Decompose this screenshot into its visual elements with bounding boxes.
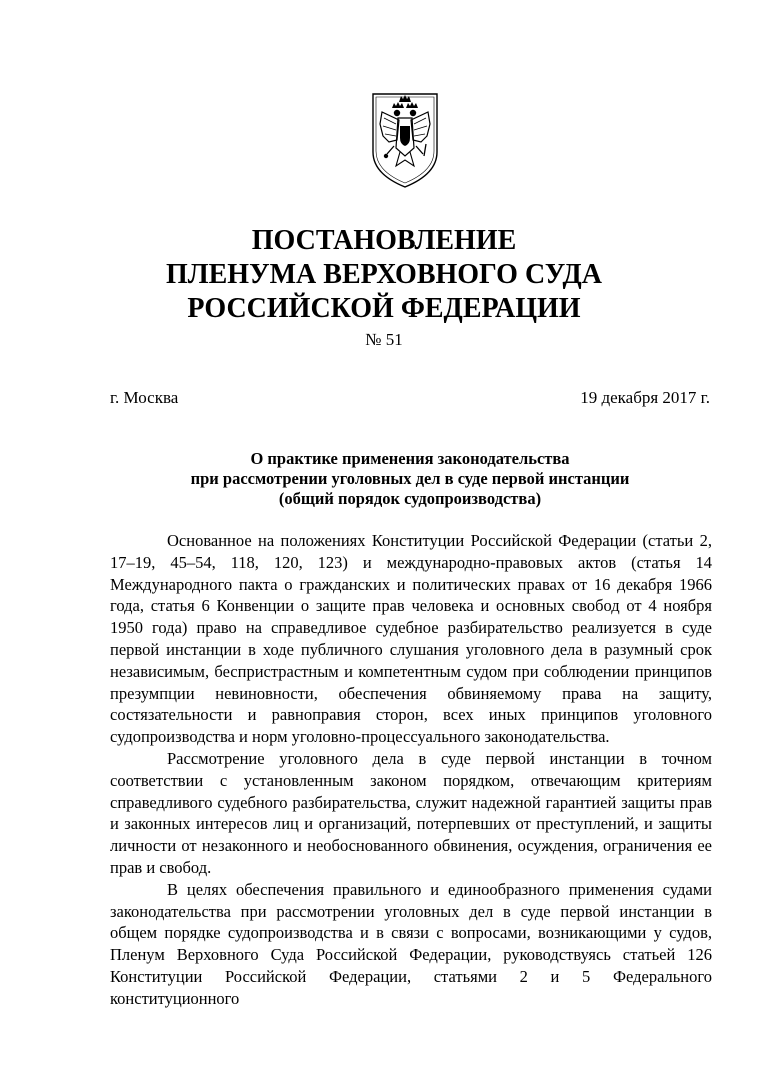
document-title: [0, 224, 768, 326]
russian-coat-of-arms-icon: [370, 90, 440, 190]
subtitle-line: О практике применения законодательства: [250, 449, 570, 468]
title-line: ПЛЕНУМА ВЕРХОВНОГО СУДА: [165, 259, 603, 290]
title-line: РОССИЙСКОЙ ФЕДЕРАЦИИ: [187, 293, 581, 324]
subtitle-line: при рассмотрении уголовных дел в суде первой инстанции: [190, 469, 630, 488]
subtitle-line: (общий порядок судопроизводства): [278, 489, 542, 508]
city: г. Москва: [110, 388, 179, 407]
paragraph: В целях обеспечения правильного и единообразного применения судами законодательства при рассмотрении уголовных дел в суде первой инстанции в общем порядке судопроизводства и в связи с вопросами, возникающими у судов, Пленум Верховного Суда Российской Федерации, руководствуясь статьей 126 Конституции Российской Федерации, статьями 2 и 5 Федерального конституционного: [110, 879, 712, 1008]
title-line: ПОСТАНОВЛЕНИЕ: [251, 225, 517, 256]
document-date: 19 декабря 2017 г.: [580, 388, 710, 407]
paragraph: Основанное на положениях Конституции Российской Федерации (статьи 2, 17–19, 45–54, 118, 120, 123) и международно-правовых актов (статья 14 Международного пакта о гражданских и политических правах от 16 декабря 1966 года, статья 6 Конвенции о защите прав человека и основных свобод от 4 ноября 1950 года) право на справедливое судебное разбирательство реализуется в суде первой инстанции в ходе публичного слушания уголовного дела в разумный срок независимым, беспристрастным и компетентным судом при соблюдении принципов презумпции невиновности, обеспечения обвиняемому права на защиту, состязательности и равноправия сторон, всех иных принципов уголовного судопроизводства и норм уголовно-процессуального законодательства.: [110, 531, 712, 747]
document-subtitle: [110, 449, 710, 509]
paragraph: Рассмотрение уголовного дела в суде первой инстанции в точном соответствии с установленным законом порядком, отвечающим критериям справедливого судебного разбирательства, служит надежной гарантией защиты прав и законных интересов лиц и организаций, потерпевших от преступлений, и защиты личности от незаконного и необоснованного обвинения, осуждения, ограничения ее прав и свобод.: [110, 748, 712, 877]
document-body: [110, 530, 712, 1010]
resolution-number: № 51: [365, 330, 403, 349]
